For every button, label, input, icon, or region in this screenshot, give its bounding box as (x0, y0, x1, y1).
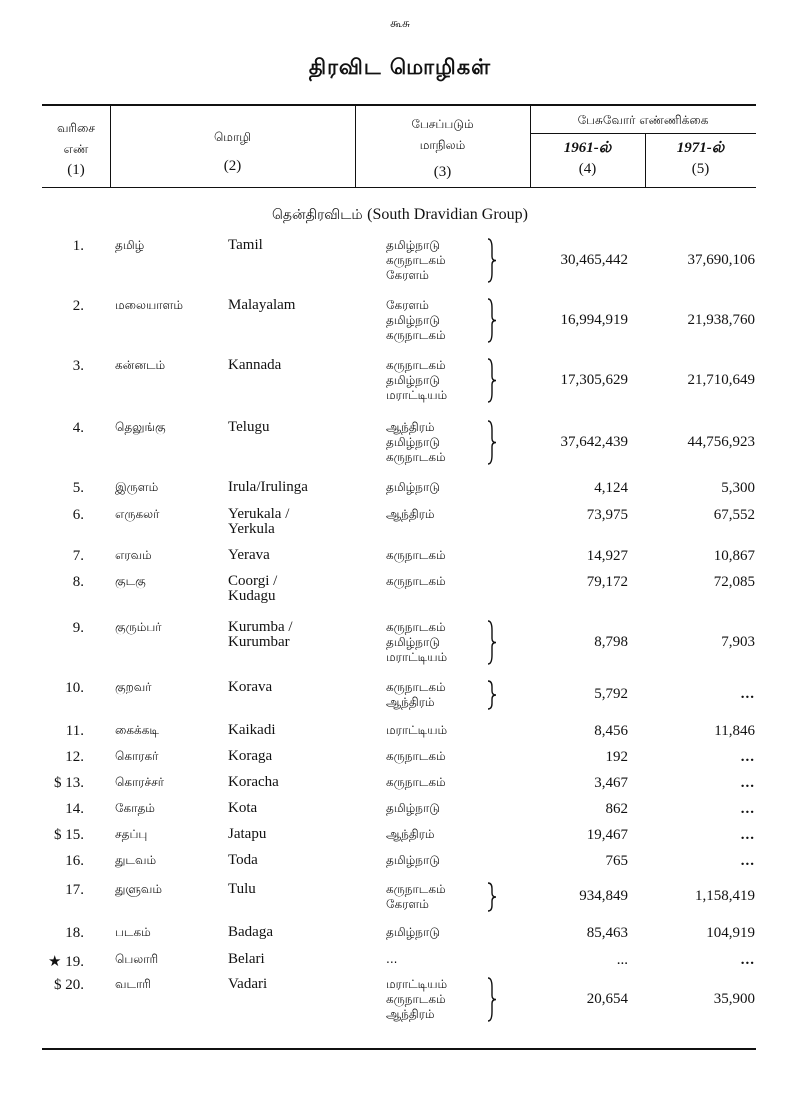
brace-icon (486, 238, 498, 288)
region-list (386, 749, 446, 764)
region-list (386, 882, 446, 912)
language-name-tamil: எரவம் (115, 548, 152, 562)
language-name-english: Toda (228, 852, 258, 868)
region-name: கருநாடகம் (386, 253, 446, 267)
region-name: தமிழ்நாடு (386, 853, 440, 867)
speakers-1961: 8,456 (594, 723, 628, 739)
speakers-1961: 934,849 (579, 888, 628, 904)
language-name-tamil: கொரகர் (115, 749, 159, 763)
region-list (386, 723, 447, 738)
region-name: தமிழ்நாடு (386, 373, 440, 387)
serial-number: 6. (72, 507, 84, 523)
region-name: மராட்டியம் (386, 388, 448, 402)
region-name: கருநாடகம் (386, 775, 446, 789)
header-speakers: பேசுவோர் எண்ணிக்கை (577, 113, 709, 127)
serial-number: 10. (65, 680, 84, 696)
speakers-1961: 5,792 (594, 686, 628, 702)
speakers-1971: ... (740, 952, 755, 968)
speakers-1961: 8,798 (594, 633, 628, 650)
speakers-1971: 44,756,923 (687, 433, 755, 450)
language-name-tamil: வடாரி (115, 977, 151, 991)
page-title: திரவிட மொழிகள் (308, 55, 492, 79)
speakers-1971: ... (740, 801, 755, 817)
region-list (386, 775, 446, 790)
region-list (386, 801, 440, 816)
speakers-1961: 85,463 (586, 925, 628, 941)
region-list (386, 358, 447, 403)
language-name-english: Koracha (228, 774, 279, 790)
speakers-1971: ... (740, 827, 755, 843)
speakers-1971: 67,552 (713, 507, 755, 523)
speakers-1961: 73,975 (586, 507, 628, 523)
speakers-1961: 862 (605, 801, 628, 817)
serial-number: 11. (65, 723, 84, 739)
region-list (386, 827, 435, 842)
header-1961: 1961-ல் (4) (563, 140, 612, 177)
speakers-1961: 19,467 (586, 827, 628, 843)
section-heading (0, 206, 800, 225)
language-name-tamil: கொரச்சர் (115, 775, 165, 789)
region-name: ஆந்திரம் (386, 695, 435, 709)
speakers-1961: 3,467 (594, 775, 628, 791)
language-name-english: Koraga (228, 748, 273, 764)
serial-number: 12. (65, 749, 84, 765)
speakers-1971: 10,867 (713, 548, 755, 564)
region-name: கருநாடகம் (386, 992, 446, 1006)
speakers-1961: 79,172 (586, 574, 628, 590)
language-name-english: Kurumba / Kurumbar (228, 619, 293, 650)
region-name: ஆந்திரம் (386, 420, 435, 434)
language-name-tamil: துடவம் (115, 853, 157, 867)
speakers-1971: 21,938,760 (687, 311, 755, 328)
serial-number: 7. (72, 548, 84, 564)
section-heading-english: (South Dravidian Group) (367, 206, 528, 223)
language-name-english: Tulu (228, 881, 256, 897)
region-name: கருநாடகம் (386, 620, 446, 634)
region-name: கருநாடகம் (386, 450, 446, 464)
header-region: பேசப்படும் மாநிலம் (3) (411, 117, 474, 180)
language-name-tamil: குரும்பர் (115, 620, 162, 634)
serial-number: 4. (72, 420, 84, 436)
speakers-1961: 16,994,919 (560, 311, 628, 328)
language-name-tamil: குடகு (115, 574, 146, 588)
language-name-tamil: படகம் (115, 925, 151, 939)
language-name-english: Kannada (228, 357, 282, 373)
speakers-1961: 20,654 (586, 990, 628, 1007)
language-name-tamil: இருளம் (115, 480, 159, 494)
region-name: கருநாடகம் (386, 574, 446, 588)
language-name-tamil: குறவர் (115, 680, 152, 694)
speakers-1961: 192 (605, 749, 628, 765)
language-name-tamil: எருகலர் (115, 507, 160, 521)
speakers-1961: 765 (605, 853, 628, 869)
language-name-english: Tamil (228, 237, 263, 253)
table-rule-top (42, 104, 756, 106)
region-list (386, 620, 447, 665)
language-name-english: Vadari (228, 976, 268, 992)
serial-number: 3. (72, 358, 84, 374)
region-name: கேரளம் (386, 897, 429, 911)
region-list (386, 680, 446, 710)
speakers-subrule (530, 133, 756, 134)
language-name-english: Kota (228, 800, 258, 816)
speakers-1961: 17,305,629 (560, 371, 628, 388)
region-name: தமிழ்நாடு (386, 480, 440, 494)
brace-icon (486, 680, 498, 715)
serial-number: 1. (72, 238, 84, 254)
brace-icon (486, 882, 498, 917)
brace-icon (486, 977, 498, 1027)
serial-number: 8. (72, 574, 84, 590)
language-name-tamil: சதப்பு (115, 827, 148, 841)
speakers-1971: ... (740, 686, 755, 702)
speakers-1961: 4,124 (594, 480, 628, 496)
speakers-1971: 21,710,649 (687, 371, 755, 388)
region-list (386, 548, 446, 563)
language-name-tamil: கோதம் (115, 801, 155, 815)
section-heading-tamil: தென்திரவிடம் (272, 207, 363, 223)
language-name-english: Irula/Irulinga (228, 479, 308, 495)
serial-number: $ 15. (54, 827, 84, 843)
region-list (386, 952, 397, 967)
serial-number: 14. (65, 801, 84, 817)
language-name-english: Malayalam (228, 297, 296, 313)
speakers-1961: 30,465,442 (560, 251, 628, 268)
region-name: கருநாடகம் (386, 749, 446, 763)
serial-number: 16. (65, 853, 84, 869)
brace-icon (486, 420, 498, 470)
region-name: தமிழ்நாடு (386, 801, 440, 815)
language-name-tamil: பெலாரி (115, 952, 159, 966)
region-list (386, 420, 446, 465)
speakers-1971: 35,900 (713, 990, 755, 1007)
region-list (386, 238, 446, 283)
language-name-english: Jatapu (228, 826, 267, 842)
brace-icon (486, 620, 498, 670)
speakers-1971: 37,690,106 (687, 251, 755, 268)
language-name-english: Coorgi / Kudagu (228, 573, 278, 604)
header-1971: 1971-ல் (5) (676, 140, 725, 177)
serial-number: ★ 19. (48, 954, 84, 970)
region-name: கருநாடகம் (386, 680, 446, 694)
region-list (386, 925, 440, 940)
region-name: மராட்டியம் (386, 723, 448, 737)
language-name-english: Yerukala / Yerkula (228, 506, 290, 537)
table-rule-bottom (42, 1048, 756, 1050)
language-name-tamil: துளுவம் (115, 882, 163, 896)
speakers-1971: 1,158,419 (695, 888, 755, 904)
region-name: தமிழ்நாடு (386, 635, 440, 649)
speakers-1961: 37,642,439 (560, 433, 628, 450)
language-name-english: Kaikadi (228, 722, 276, 738)
region-name: தமிழ்நாடு (386, 435, 440, 449)
serial-number: $ 20. (54, 977, 84, 993)
serial-number: 18. (65, 925, 84, 941)
language-name-tamil: தமிழ் (115, 238, 145, 252)
speakers-1971: 104,919 (706, 925, 755, 941)
region-name: கருநாடகம் (386, 548, 446, 562)
region-name: தமிழ்நாடு (386, 925, 440, 939)
speakers-1961: ... (616, 952, 628, 968)
serial-number: 5. (72, 480, 84, 496)
region-name: கருநாடகம் (386, 358, 446, 372)
brace-icon (486, 298, 498, 348)
region-name: ஆந்திரம் (386, 827, 435, 841)
region-list (386, 574, 446, 589)
region-name: ஆந்திரம் (386, 1007, 435, 1021)
region-list (386, 298, 446, 343)
region-name: கருநாடகம் (386, 328, 446, 342)
brace-icon (486, 358, 498, 408)
language-name-english: Belari (228, 951, 265, 967)
region-name: ... (386, 952, 398, 966)
speakers-1961: 14,927 (586, 548, 628, 564)
region-name: கேரளம் (386, 268, 429, 282)
header-serial: வரிசை எண் (1) (56, 121, 96, 178)
language-name-english: Telugu (228, 419, 270, 435)
serial-number: 2. (72, 298, 84, 314)
region-name: மராட்டியம் (386, 650, 448, 664)
region-name: ஆந்திரம் (386, 507, 435, 521)
header-language: மொழி (2) (213, 130, 252, 174)
speakers-1971: 11,846 (714, 723, 755, 739)
speakers-1971: 72,085 (713, 574, 755, 590)
language-name-tamil: மலையாளம் (115, 298, 184, 312)
serial-number: 17. (65, 882, 84, 898)
language-name-tamil: கைக்கடி (115, 723, 159, 737)
page-number: கூசு (390, 16, 410, 30)
table-rule-mid (42, 187, 756, 188)
region-name: தமிழ்நாடு (386, 238, 440, 252)
region-name: தமிழ்நாடு (386, 313, 440, 327)
serial-number: 9. (72, 620, 84, 636)
region-name: கேரளம் (386, 298, 429, 312)
speakers-1971: ... (740, 853, 755, 869)
region-name: மராட்டியம் (386, 977, 448, 991)
region-list (386, 507, 435, 522)
language-name-english: Korava (228, 679, 273, 695)
language-name-english: Yerava (228, 547, 270, 563)
speakers-1971: 7,903 (721, 633, 755, 650)
language-name-tamil: கன்னடம் (115, 358, 166, 372)
region-name: கருநாடகம் (386, 882, 446, 896)
region-list (386, 480, 440, 495)
region-list (386, 853, 440, 868)
serial-number: $ 13. (54, 775, 84, 791)
language-name-english: Badaga (228, 924, 273, 940)
speakers-1971: ... (740, 749, 755, 765)
speakers-1971: 5,300 (721, 480, 755, 496)
region-list (386, 977, 447, 1022)
speakers-1971: ... (740, 775, 755, 791)
language-name-tamil: தெலுங்கு (115, 420, 166, 434)
